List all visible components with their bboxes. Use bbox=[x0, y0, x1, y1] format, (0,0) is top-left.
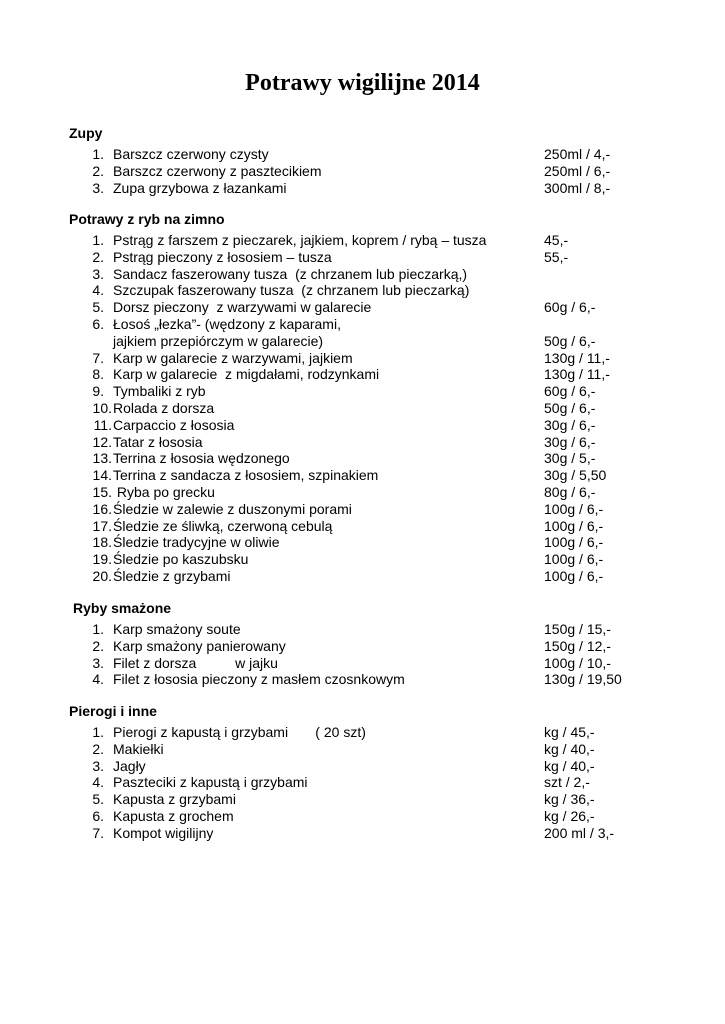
item-name: Śledzie z grzybami bbox=[113, 567, 231, 584]
item-name: Karp smażony soute bbox=[113, 621, 241, 637]
item-price: 30g / 6,- bbox=[544, 433, 596, 450]
menu-list bbox=[0, 724, 725, 842]
item-name: Tatar z łososia bbox=[113, 433, 203, 450]
menu-item bbox=[0, 825, 725, 842]
item-name: Barszcz czerwony czysty bbox=[113, 146, 269, 162]
item-name: Śledzie ze śliwką, czerwoną cebulą bbox=[113, 517, 333, 534]
item-number: 3. bbox=[92, 757, 104, 774]
item-price: 150g / 15,- bbox=[544, 621, 611, 637]
item-price: 50g / 6,- bbox=[544, 399, 596, 416]
item-name: Pierogi z kapustą i grzybami ( 20 szt) bbox=[113, 724, 366, 740]
item-name: Śledzie po kaszubsku bbox=[113, 551, 249, 568]
menu-item bbox=[0, 146, 725, 163]
menu-item bbox=[0, 232, 725, 249]
menu-item bbox=[0, 501, 725, 518]
menu-item bbox=[0, 366, 725, 383]
menu-item bbox=[0, 400, 725, 417]
item-name: Paszteciki z kapustą i grzybami bbox=[113, 774, 308, 791]
item-name: Terrina z łososia wędzonego bbox=[113, 450, 290, 467]
item-name: Terrina z sandacza z łososiem, szpinakiem bbox=[113, 467, 379, 484]
section-heading: Zupy bbox=[69, 125, 103, 141]
item-price: 130g / 11,- bbox=[544, 366, 610, 383]
item-price: kg / 45,- bbox=[544, 724, 595, 740]
item-name: Pstrąg pieczony z łososiem – tusza bbox=[113, 248, 332, 265]
item-price: 30g / 5,50 bbox=[544, 467, 607, 484]
item-number: 6. bbox=[92, 807, 104, 824]
item-price: kg / 40,- bbox=[544, 757, 595, 774]
item-number: 5. bbox=[92, 299, 104, 316]
item-number: 4. bbox=[92, 774, 104, 791]
item-name: Tymbaliki z ryb bbox=[113, 383, 206, 400]
item-name: Śledzie tradycyjne w oliwie bbox=[113, 534, 280, 551]
page-title: Potrawy wigilijne 2014 bbox=[245, 70, 480, 96]
menu-item bbox=[0, 518, 725, 535]
item-price: 200 ml / 3,- bbox=[544, 824, 615, 841]
item-name: Karp smażony panierowany bbox=[113, 637, 286, 654]
item-number: 10. bbox=[92, 399, 112, 416]
item-price: 60g / 6,- bbox=[544, 299, 596, 316]
menu-item bbox=[0, 551, 725, 568]
item-price: kg / 40,- bbox=[544, 740, 595, 757]
item-name: Filet z łososia pieczony z masłem czosnkowym bbox=[113, 671, 405, 688]
item-price: 100g / 6,- bbox=[544, 567, 604, 584]
menu-item bbox=[0, 266, 725, 283]
item-name: Barszcz czerwony z pasztecikiem bbox=[113, 162, 322, 179]
item-price: 45,- bbox=[544, 232, 569, 248]
item-price: 100g / 10,- bbox=[544, 654, 611, 671]
item-number: 13. bbox=[92, 450, 112, 467]
item-price: kg / 26,- bbox=[544, 807, 595, 824]
item-name: Sandacz faszerowany tusza (z chrzanem lub pieczarką,) bbox=[113, 265, 468, 282]
menu-list bbox=[0, 232, 725, 585]
item-name: Jagły bbox=[113, 757, 146, 774]
item-number: 8. bbox=[92, 366, 104, 383]
item-price: 80g / 6,- bbox=[544, 483, 596, 500]
item-number: 1. bbox=[92, 621, 104, 637]
section-heading: Pierogi i inne bbox=[69, 703, 157, 719]
item-number: 1. bbox=[92, 724, 104, 740]
item-name: Dorsz pieczony z warzywami w galarecie bbox=[113, 299, 372, 316]
item-number: 3. bbox=[92, 179, 104, 196]
menu-item bbox=[0, 434, 725, 451]
item-name: Zupa grzybowa z łazankami bbox=[113, 179, 287, 196]
item-price: 130g / 11,- bbox=[544, 349, 610, 366]
menu-item bbox=[0, 534, 725, 551]
item-price: 150g / 12,- bbox=[544, 637, 611, 654]
menu-item bbox=[0, 163, 725, 180]
section-heading: Potrawy z ryb na zimno bbox=[69, 211, 225, 227]
menu-item bbox=[0, 621, 725, 638]
menu-item bbox=[0, 417, 725, 434]
item-number: 7. bbox=[92, 824, 104, 841]
item-number: 20. bbox=[92, 567, 112, 584]
menu-list bbox=[0, 146, 725, 196]
item-name: Kapusta z grochem bbox=[113, 807, 234, 824]
item-price: kg / 36,- bbox=[544, 791, 595, 808]
item-name: Szczupak faszerowany tusza (z chrzanem lub pieczarką) bbox=[113, 282, 470, 299]
item-number: 12. bbox=[92, 433, 112, 450]
menu-item bbox=[0, 758, 725, 775]
item-number: 15. bbox=[92, 483, 112, 500]
item-number: 4. bbox=[92, 282, 104, 299]
menu-item bbox=[0, 741, 725, 758]
menu-item bbox=[0, 791, 725, 808]
menu-item bbox=[0, 655, 725, 672]
item-price: 100g / 6,- bbox=[544, 551, 604, 568]
item-name: Łosoś „łezka”- (wędzony z kaparami, jajkiem przepiórczym w galarecie) bbox=[113, 315, 341, 349]
menu-item bbox=[0, 671, 725, 688]
menu-item bbox=[0, 638, 725, 655]
item-price: 100g / 6,- bbox=[544, 517, 604, 534]
item-number: 3. bbox=[92, 265, 104, 282]
item-number: 7. bbox=[92, 349, 104, 366]
item-price: 300ml / 8,- bbox=[544, 179, 611, 196]
menu-list bbox=[0, 621, 725, 688]
item-name: Ryba po grecku bbox=[113, 483, 215, 500]
item-name: Śledzie w zalewie z duszonymi porami bbox=[113, 500, 352, 517]
menu-item bbox=[0, 450, 725, 467]
menu-item bbox=[0, 282, 725, 299]
item-name: Carpaccio z łososia bbox=[113, 416, 235, 433]
menu-item bbox=[0, 350, 725, 367]
item-number: 9. bbox=[92, 383, 104, 400]
section-heading: Ryby smażone bbox=[73, 600, 172, 616]
item-number: 2. bbox=[92, 637, 104, 654]
item-number: 17. bbox=[92, 517, 112, 534]
item-price: 250ml / 6,- bbox=[544, 162, 611, 179]
item-price: 60g / 6,- bbox=[544, 383, 596, 400]
item-price: 250ml / 4,- bbox=[544, 146, 611, 162]
item-name: Karp w galarecie z migdałami, rodzynkami bbox=[113, 366, 380, 383]
item-price: 130g / 19,50 bbox=[544, 671, 622, 688]
item-name: Pstrąg z farszem z pieczarek, jajkiem, koprem / rybą – tusza bbox=[113, 232, 487, 248]
menu-item bbox=[0, 467, 725, 484]
menu-item bbox=[0, 316, 725, 350]
menu-item bbox=[0, 180, 725, 197]
item-number: 2. bbox=[92, 162, 104, 179]
item-number: 19. bbox=[92, 551, 112, 568]
menu-item bbox=[0, 568, 725, 585]
menu-item bbox=[0, 484, 725, 501]
menu-item bbox=[0, 383, 725, 400]
item-number: 6. bbox=[92, 315, 104, 332]
item-number: 2. bbox=[92, 248, 104, 265]
item-price: 30g / 5,- bbox=[544, 450, 596, 467]
item-price: szt / 2,- bbox=[544, 774, 590, 791]
item-price: 30g / 6,- bbox=[544, 416, 596, 433]
item-number: 14. bbox=[92, 467, 112, 484]
menu-item bbox=[0, 249, 725, 266]
item-number: 16. bbox=[92, 500, 112, 517]
item-name: Kapusta z grzybami bbox=[113, 791, 236, 808]
item-name: Kompot wigilijny bbox=[113, 824, 214, 841]
item-number: 11. bbox=[93, 416, 112, 433]
item-price: 50g / 6,- bbox=[544, 332, 596, 349]
item-name: Rolada z dorsza bbox=[113, 399, 215, 416]
menu-item bbox=[0, 774, 725, 791]
item-name: Filet z dorsza w jajku bbox=[113, 654, 278, 671]
item-number: 1. bbox=[92, 146, 104, 162]
menu-item bbox=[0, 724, 725, 741]
item-number: 1. bbox=[92, 232, 104, 248]
menu-item bbox=[0, 299, 725, 316]
item-number: 5. bbox=[92, 791, 104, 808]
item-price: 100g / 6,- bbox=[544, 534, 604, 551]
item-number: 2. bbox=[92, 740, 104, 757]
item-number: 3. bbox=[92, 654, 104, 671]
item-name: Makiełki bbox=[113, 740, 164, 757]
item-price: 55,- bbox=[544, 248, 569, 265]
item-number: 4. bbox=[92, 671, 104, 688]
item-number: 18. bbox=[92, 534, 112, 551]
menu-item bbox=[0, 808, 725, 825]
item-name: Karp w galarecie z warzywami, jajkiem bbox=[113, 349, 353, 366]
item-price: 100g / 6,- bbox=[544, 500, 604, 517]
